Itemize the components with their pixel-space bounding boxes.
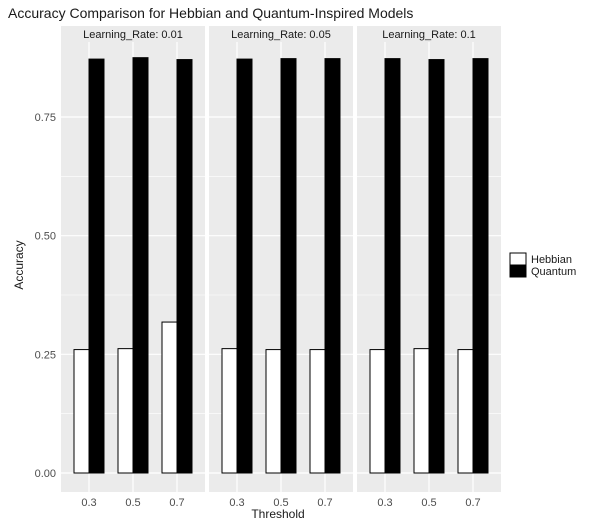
bar-hebbian <box>74 350 89 473</box>
facet-label: Learning_Rate: 0.01 <box>83 29 183 41</box>
bar-quantum <box>385 59 400 473</box>
x-tick-label: 0.7 <box>169 497 185 509</box>
facet-label: Learning_Rate: 0.1 <box>382 29 476 41</box>
x-tick-label: 0.3 <box>81 497 97 509</box>
y-tick-label: 0.25 <box>34 349 56 362</box>
y-tick-label: 0.75 <box>34 112 56 124</box>
bar-hebbian <box>162 322 177 473</box>
bar-hebbian <box>370 350 385 473</box>
facets <box>61 26 501 509</box>
bar-hebbian <box>266 350 281 473</box>
bar-quantum <box>133 58 148 473</box>
bar-hebbian <box>310 350 325 473</box>
x-tick-label: 0.5 <box>273 497 289 509</box>
bar-quantum <box>429 60 444 473</box>
x-tick-label: 0.7 <box>465 497 481 509</box>
x-tick-label: 0.5 <box>421 497 437 509</box>
legend-key-hebbian <box>510 253 526 265</box>
bar-quantum <box>237 59 252 473</box>
bar-hebbian <box>458 350 473 473</box>
chart-title: Accuracy Comparison for Hebbian and Quantum-Inspired Models <box>8 5 414 21</box>
y-tick-label: 0.50 <box>34 230 56 243</box>
x-axis-label: Threshold <box>251 507 305 521</box>
bar-quantum <box>89 59 104 473</box>
facet-label: Learning_Rate: 0.05 <box>231 29 331 41</box>
bar-quantum <box>325 59 340 473</box>
legend-key-quantum <box>510 265 526 277</box>
x-tick-label: 0.3 <box>377 497 393 509</box>
x-tick-label: 0.3 <box>229 497 245 509</box>
bar-quantum <box>473 59 488 473</box>
bar-hebbian <box>414 349 429 473</box>
facet-panel <box>61 26 205 509</box>
x-tick-label: 0.5 <box>125 497 141 509</box>
bar-quantum <box>281 59 296 473</box>
x-tick-label: 0.7 <box>317 497 333 509</box>
y-axis <box>35 112 56 480</box>
facet-panel <box>357 26 501 509</box>
y-tick-label: 0.00 <box>34 468 56 480</box>
legend-label: Quantum <box>531 266 577 278</box>
legend <box>510 253 576 278</box>
bar-hebbian <box>118 349 133 473</box>
bar-quantum <box>177 60 192 473</box>
y-axis-label: Accuracy <box>12 240 26 290</box>
facet-panel <box>209 26 353 509</box>
legend-label: Hebbian <box>531 254 572 266</box>
bar-hebbian <box>222 349 237 473</box>
